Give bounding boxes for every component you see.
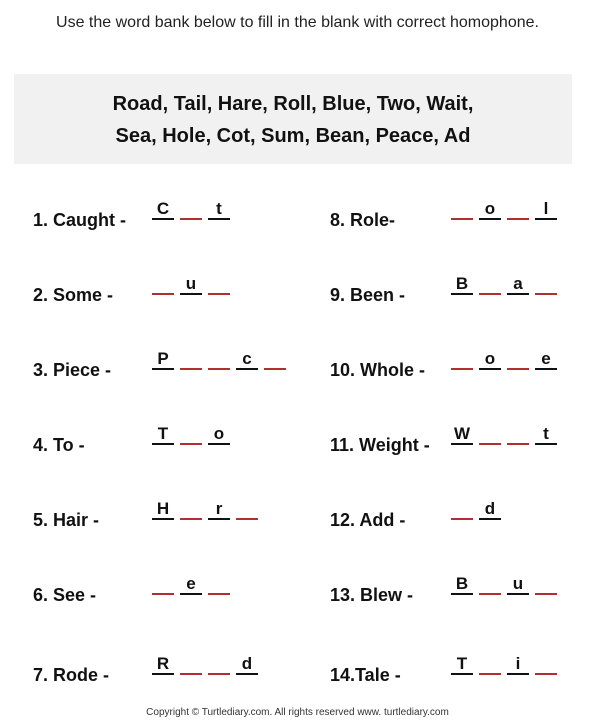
blank-slot[interactable] [264,348,286,370]
blank-slot[interactable] [507,348,529,370]
question-label: 10. Whole - [330,360,426,380]
given-letter: o [479,348,501,370]
given-letter: u [507,573,529,595]
question-item [330,350,580,380]
given-letter: d [236,653,258,675]
blank-slot[interactable] [535,273,557,295]
given-letter: d [479,498,501,520]
answer-blanks [451,198,557,220]
given-letter: r [208,498,230,520]
question-item [33,575,283,605]
question-item [33,350,283,380]
answer-blanks [451,573,557,595]
blank-slot[interactable] [208,348,230,370]
blank-slot[interactable] [180,348,202,370]
question-item [330,655,580,685]
given-letter: W [451,423,473,445]
given-letter: R [152,653,174,675]
answer-blanks [152,423,230,445]
question-label: 6. See - [33,585,97,605]
given-letter: B [451,273,473,295]
question-item [33,500,283,530]
question-item [330,575,580,605]
question-item [330,425,580,455]
answer-blanks [451,348,557,370]
answer-blanks [152,573,230,595]
blank-slot[interactable] [208,273,230,295]
blank-slot[interactable] [236,498,258,520]
given-letter: a [507,273,529,295]
blank-slot[interactable] [451,198,473,220]
blank-slot[interactable] [208,653,230,675]
question-label: 9. Been - [330,285,406,305]
blank-slot[interactable] [479,573,501,595]
given-letter: H [152,498,174,520]
question-item [33,200,283,230]
question-item [33,655,283,685]
blank-slot[interactable] [479,423,501,445]
question-label: 8. Role- [330,210,396,230]
answer-blanks [451,498,501,520]
answer-blanks [152,498,258,520]
answer-blanks [152,198,230,220]
blank-slot[interactable] [535,653,557,675]
given-letter: o [479,198,501,220]
question-label: 1. Caught - [33,210,126,230]
given-letter: o [208,423,230,445]
blank-slot[interactable] [507,423,529,445]
given-letter: C [152,198,174,220]
given-letter: e [535,348,557,370]
blank-slot[interactable] [208,573,230,595]
answer-blanks [451,273,557,295]
given-letter: c [236,348,258,370]
given-letter: t [208,198,230,220]
question-label: 13. Blew - [330,585,414,605]
question-label: 2. Some - [33,285,114,305]
word-bank-line-1: Road, Tail, Hare, Roll, Blue, Two, Wait, [112,93,474,115]
question-item [33,275,283,305]
blank-slot[interactable] [479,653,501,675]
question-label: 14.Tale - [330,665,401,685]
blank-slot[interactable] [451,498,473,520]
instruction-text: Use the word bank below to fill in the blank with correct homophone. [56,14,539,31]
answer-blanks [152,273,230,295]
word-bank-line-2: Sea, Hole, Cot, Sum, Bean, Peace, Ad [115,125,471,147]
question-label: 12. Add - [330,510,406,530]
question-label: 4. To - [33,435,85,455]
question-label: 11. Weight - [330,435,430,455]
blank-slot[interactable] [152,573,174,595]
question-item [330,500,580,530]
blank-slot[interactable] [180,653,202,675]
copyright-footer: Copyright © Turtlediary.com. All rights reserved www. turtlediary.com [146,707,449,718]
blank-slot[interactable] [180,423,202,445]
word-bank [14,74,572,164]
answer-blanks [152,348,286,370]
question-label: 7. Rode - [33,665,110,685]
question-item [330,200,580,230]
given-letter: T [451,653,473,675]
answer-blanks [152,653,258,675]
given-letter: P [152,348,174,370]
blank-slot[interactable] [507,198,529,220]
blank-slot[interactable] [180,498,202,520]
given-letter: e [180,573,202,595]
answer-blanks [451,653,557,675]
blank-slot[interactable] [152,273,174,295]
given-letter: i [507,653,529,675]
blank-slot[interactable] [451,348,473,370]
blank-slot[interactable] [479,273,501,295]
given-letter: T [152,423,174,445]
given-letter: l [535,198,557,220]
question-item [330,275,580,305]
blank-slot[interactable] [180,198,202,220]
answer-blanks [451,423,557,445]
given-letter: t [535,423,557,445]
given-letter: B [451,573,473,595]
given-letter: u [180,273,202,295]
question-label: 3. Piece - [33,360,112,380]
blank-slot[interactable] [535,573,557,595]
question-label: 5. Hair - [33,510,100,530]
question-item [33,425,283,455]
